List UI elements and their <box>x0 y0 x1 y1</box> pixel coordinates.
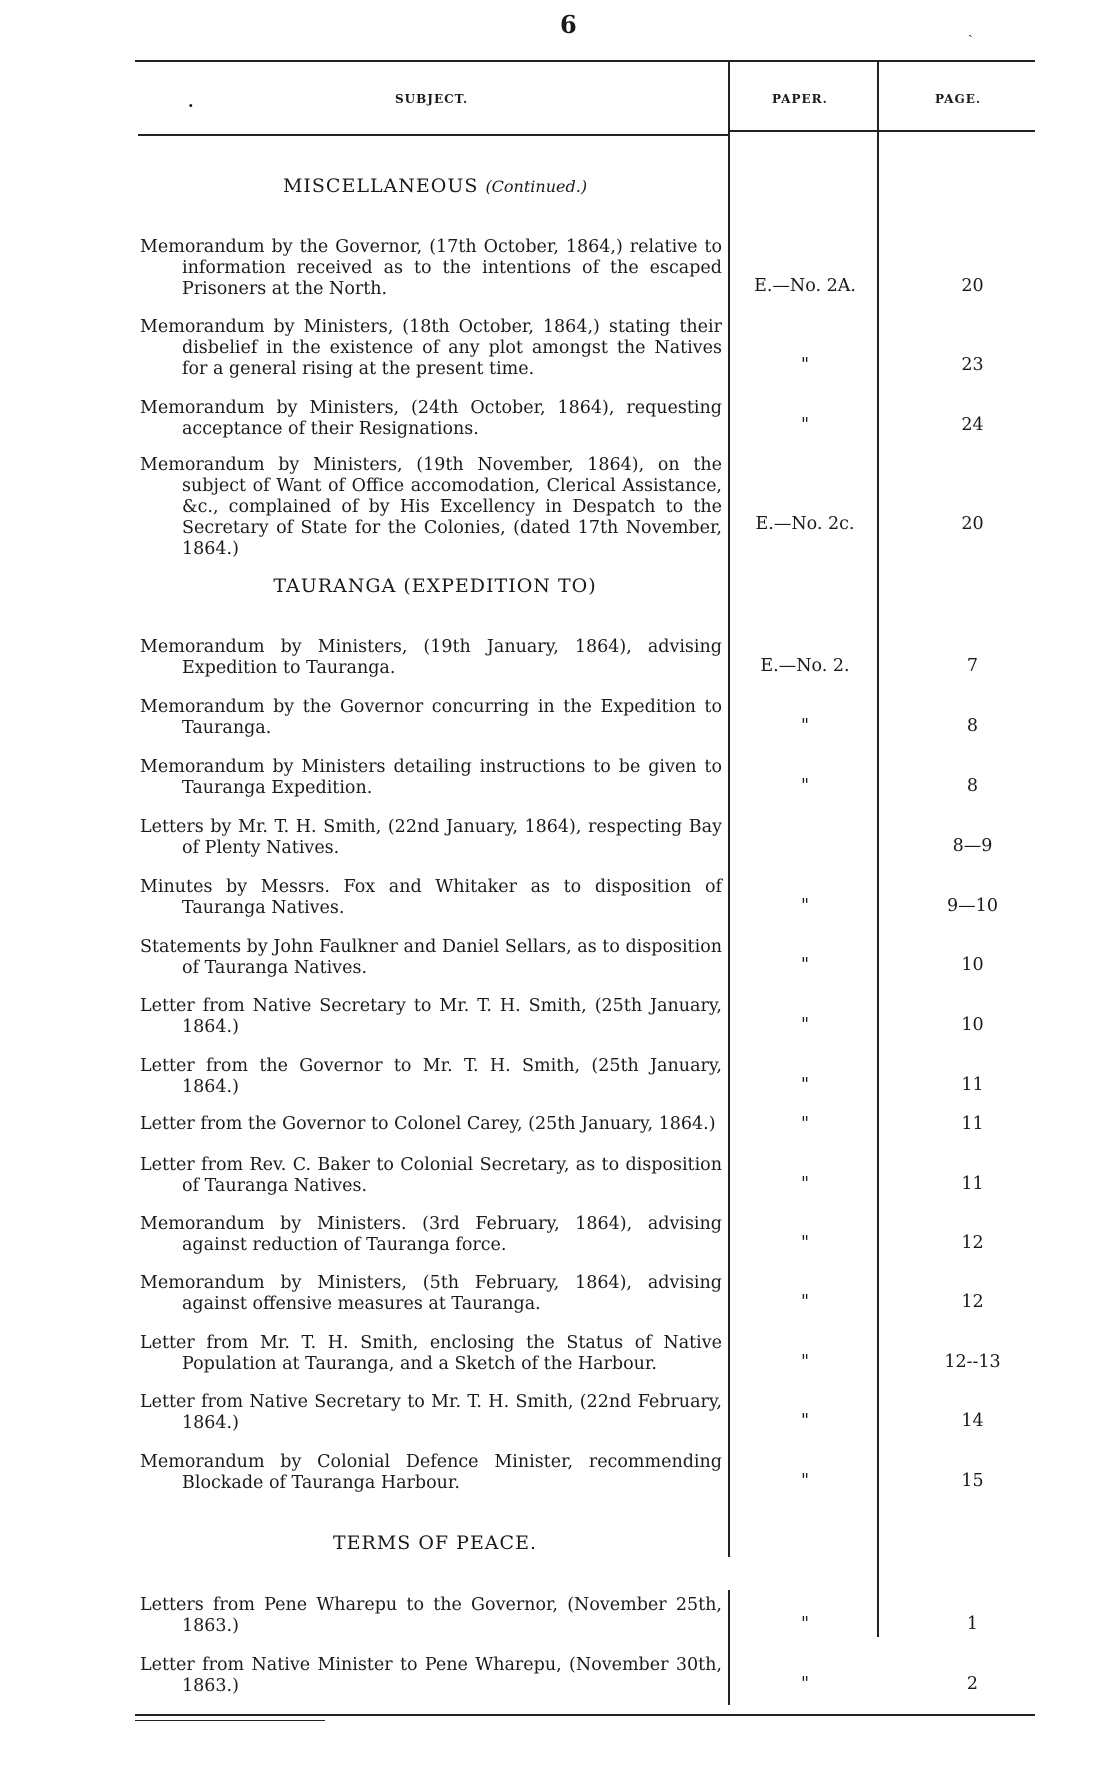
entry-page: 1 <box>966 1614 979 1634</box>
entry-subject: Memorandum by the Governor concurring in the Expedition to Tauranga. <box>140 697 722 738</box>
entry-subject: Memorandum by Ministers, (18th October, 1864,) stating their disbelief in the existence of any plot amongst the Natives for a general rising at the present time. <box>140 317 722 379</box>
entry-page: 11 <box>961 1075 984 1095</box>
entry-page: 14 <box>961 1411 984 1431</box>
entry-page: 12 <box>961 1233 984 1253</box>
entry-paper: E.—No. 2. <box>760 656 850 676</box>
page-number: 6 <box>560 10 577 39</box>
entry-page: 8 <box>966 716 979 736</box>
entry-subject: Minutes by Messrs. Fox and Whitaker as to disposition of Tauranga Natives. <box>140 877 722 918</box>
column-divider-page <box>877 62 879 1637</box>
entry-paper: " <box>800 1614 810 1634</box>
entry-page: 11 <box>961 1174 984 1194</box>
entry-page: 10 <box>961 1015 984 1035</box>
entry-subject: Memorandum by Ministers, (19th January, 1864), advising Expedition to Tauranga. <box>140 637 722 678</box>
footer-short-rule <box>135 1720 325 1721</box>
section-title-miscellaneous <box>135 175 735 197</box>
entry-paper: E.—No. 2A. <box>754 276 856 296</box>
entry-subject: Letter from Mr. T. H. Smith, enclosing the Status of Native Population at Tauranga, and a Sketch of the Harbour. <box>140 1333 722 1374</box>
entry-paper: " <box>800 1114 810 1134</box>
entry-page: 24 <box>961 415 984 435</box>
section-title-suffix: (Continued.) <box>485 177 588 196</box>
entry-paper: " <box>800 1174 810 1194</box>
header-bottom-rule-paper-page <box>730 130 1035 132</box>
entry-page: 8 <box>966 776 979 796</box>
entry-page: 20 <box>961 276 984 296</box>
entry-page: 2 <box>966 1674 979 1694</box>
entry-paper: " <box>800 896 810 916</box>
entry-page: 7 <box>966 656 979 676</box>
entry-subject: Memorandum by Ministers, (19th November, 1864), on the subject of Want of Office accomodation, Clerical Assistance, &c., complained of by His Excellency in Despatch to the Secretary of State for the Colonies, (dated 17th November, 1864.) <box>140 455 722 559</box>
entry-page: 9—10 <box>947 896 998 916</box>
entry-subject: Memorandum by the Governor, (17th October, 1864,) relative to information received as to the intentions of the escaped Prisoners at the North. <box>140 237 722 299</box>
entry-subject: Letter from Rev. C. Baker to Colonial Secretary, as to disposition of Tauranga Natives. <box>140 1155 722 1196</box>
entry-paper: " <box>800 1352 810 1372</box>
entry-paper: " <box>800 1075 810 1095</box>
entry-subject: Letters by Mr. T. H. Smith, (22nd January, 1864), respecting Bay of Plenty Natives. <box>140 817 722 858</box>
header-top-rule <box>135 60 1035 62</box>
entry-paper: " <box>800 1411 810 1431</box>
entry-subject: Letters from Pene Wharepu to the Governor, (November 25th, 1863.) <box>140 1595 722 1636</box>
entry-page: 23 <box>961 355 984 375</box>
entry-paper: " <box>800 716 810 736</box>
entry-subject: Statements by John Faulkner and Daniel Sellars, as to disposition of Tauranga Natives. <box>140 937 722 978</box>
entry-subject: Memorandum by Ministers detailing instructions to be given to Tauranga Expedition. <box>140 757 722 798</box>
header-bullet: . <box>188 92 195 111</box>
entry-subject: Letter from the Governor to Colonel Carey, (25th January, 1864.) <box>140 1114 716 1134</box>
entry-paper: " <box>800 1471 810 1491</box>
section-title-tauranga: TAURANGA (EXPEDITION TO) <box>273 575 597 597</box>
entry-page: 20 <box>961 514 984 534</box>
entry-subject: Letter from the Governor to Mr. T. H. Smith, (25th January, 1864.) <box>140 1056 722 1097</box>
header-paper: PAPER. <box>772 92 828 106</box>
entry-paper: " <box>800 1292 810 1312</box>
entry-subject: Letter from Native Secretary to Mr. T. H. Smith, (25th January, 1864.) <box>140 996 722 1037</box>
entry-subject: Memorandum by Colonial Defence Minister, recommending Blockade of Tauranga Harbour. <box>140 1452 722 1493</box>
entry-paper: " <box>800 415 810 435</box>
section-title-text: MISCELLANEOUS <box>282 175 479 197</box>
entry-page: 10 <box>961 955 984 975</box>
entry-subject: Memorandum by Ministers, (5th February, 1864), advising against offensive measures at Tauranga. <box>140 1273 722 1314</box>
entry-page: 15 <box>961 1471 984 1491</box>
header-page: PAGE. <box>935 92 982 106</box>
entry-paper: E.—No. 2c. <box>755 514 855 534</box>
entry-subject: Memorandum by Ministers. (3rd February, 1864), advising against reduction of Tauranga force. <box>140 1214 722 1255</box>
section-title-terms-of-peace: TERMS OF PEACE. <box>333 1532 537 1554</box>
entry-page: 11 <box>961 1114 984 1134</box>
column-divider-paper-lower <box>728 1590 730 1705</box>
header-bottom-rule-subject <box>138 134 728 136</box>
margin-mark: ˏ <box>968 22 973 38</box>
column-divider-paper <box>728 62 730 1557</box>
entry-paper: " <box>800 955 810 975</box>
entry-subject: Letter from Native Secretary to Mr. T. H. Smith, (22nd February, 1864.) <box>140 1392 722 1433</box>
entry-subject: Letter from Native Minister to Pene Wharepu, (November 30th, 1863.) <box>140 1655 722 1696</box>
entry-page: 12 <box>961 1292 984 1312</box>
entry-page: 12--13 <box>944 1352 1001 1372</box>
entry-paper: " <box>800 1015 810 1035</box>
entry-page: 8—9 <box>952 836 993 856</box>
entry-subject: Memorandum by Ministers, (24th October, 1864), requesting acceptance of their Resignations. <box>140 398 722 439</box>
entry-paper: " <box>800 1233 810 1253</box>
header-subject: SUBJECT. <box>395 92 469 106</box>
entry-paper: " <box>800 776 810 796</box>
entry-paper: " <box>800 355 810 375</box>
entry-paper: " <box>800 1674 810 1694</box>
footer-rule <box>135 1714 1035 1716</box>
